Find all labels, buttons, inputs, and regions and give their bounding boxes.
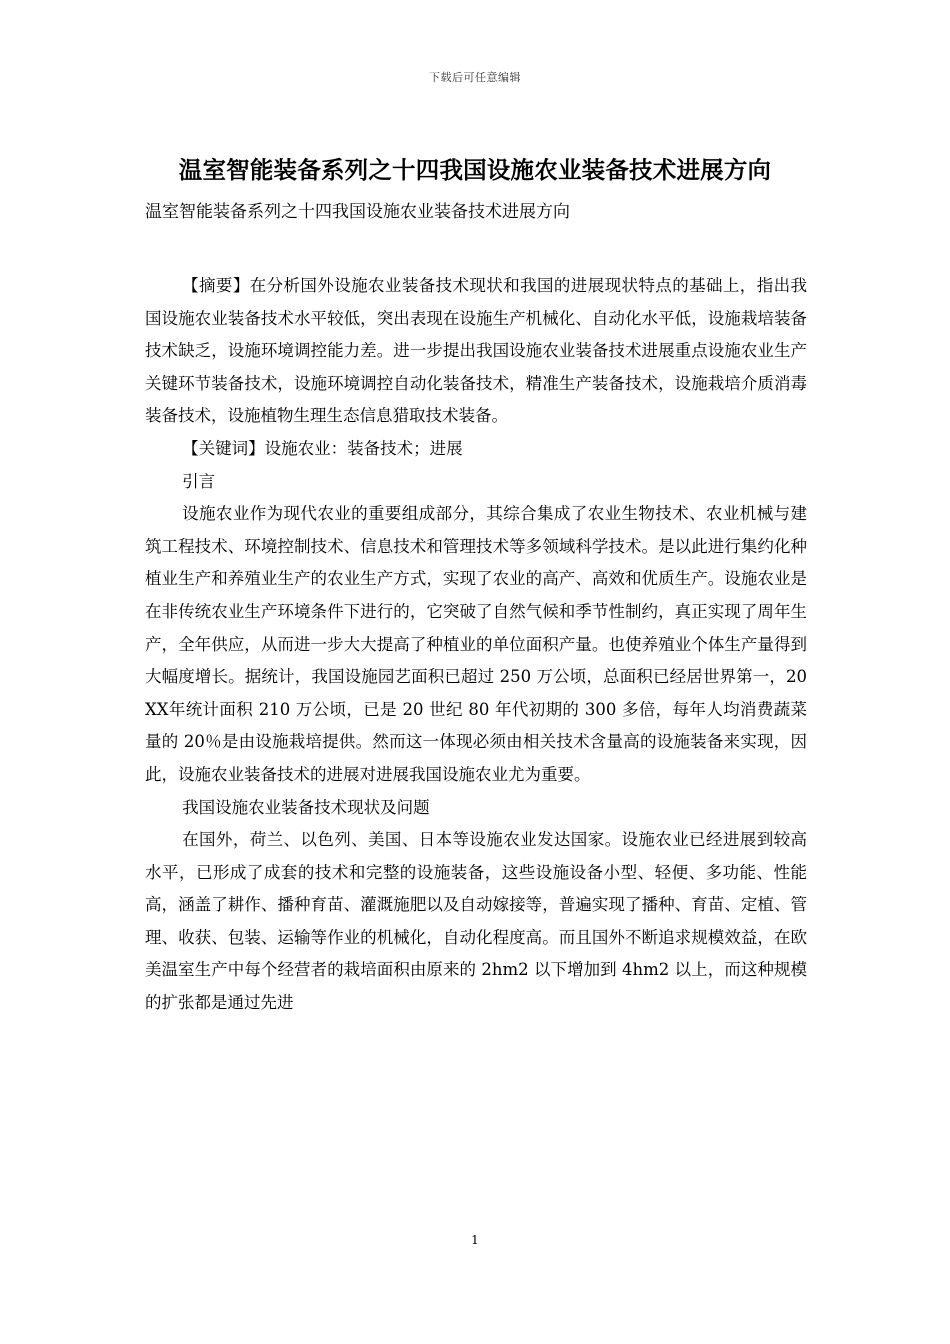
section-heading-status: 我国设施农业装备技术现状及问题 — [182, 797, 430, 817]
section-heading-introduction: 引言 — [182, 471, 216, 491]
document-title: 温室智能装备系列之十四我国设施农业装备技术进展方向 — [178, 156, 772, 184]
abstract-paragraph: 【摘要】在分析国外设施农业装备技术现状和我国的进展现状特点的基础上，指出我国设施农业装备技术水平较低，突出表现在设施生产机械化、自动化水平低，设施栽培装备技术缺乏，设施环境调控能力差。进一步提出我国设施农业装备技术进展重点设施农业生产关键环节装备技术，设施环境调控自动化装备技术，精准生产装备技术，设施栽培介质消毒装备技术，设施植物生理生态信息猎取技术装备。 — [145, 276, 807, 426]
introduction-paragraph: 设施农业作为现代农业的重要组成部分，其综合集成了农业生物技术、农业机械与建筑工程技术、环境控制技术、信息技术和管理技术等多领域科学技术。是以此进行集约化种植业生产和养殖业生产的农业生产方式，实现了农业的高产、高效和优质生产。设施农业是在非传统农业生产环境条件下进行的，它突破了自然气候和季节性制约，真正实现了周年生产，全年供应，从而进一步大大提高了种植业的单位面积产量。也使养殖业个体生产量得到大幅度增长。据统计，我国设施园艺面积已超过 250 万公顷，总面积已经居世界第一，20XX年统计面积 210 万公顷，已是 20 世纪 80 年代初期的 300 多倍，每年人均消费蔬菜量的 20％是由设施栽培提供。然而这一体现必须由相关技术含量高的设施装备来实现，因此，设施农业装备技术的进展对进展我国设施农业尤为重要。 — [145, 504, 807, 784]
header-note: 下载后可任意编辑 — [429, 71, 521, 84]
status-paragraph: 在国外，荷兰、以色列、美国、日本等设施农业发达国家。设施农业已经进展到较高水平，已形成了成套的技术和完整的设施装备，这些设施设备小型、轻便、多功能、性能高，涵盖了耕作、播种育苗、灌溉施肥以及自动嫁接等，普遍实现了播种、育苗、定植、管理、收获、包装、运输等作业的机械化，自动化程度高。而且国外不断追求规模效益，在欧美温室生产中每个经营者的栽培面积由原来的 2hm2 以下增加到 4hm2 以上，而这种规模的扩张都是通过先进 — [145, 830, 807, 1013]
page-number: 1 — [471, 1233, 479, 1247]
document-body — [145, 270, 807, 1020]
document-subtitle: 温室智能装备系列之十四我国设施农业装备技术进展方向 — [145, 202, 570, 222]
keywords-paragraph: 【关键词】设施农业：装备技术；进展 — [182, 438, 463, 458]
